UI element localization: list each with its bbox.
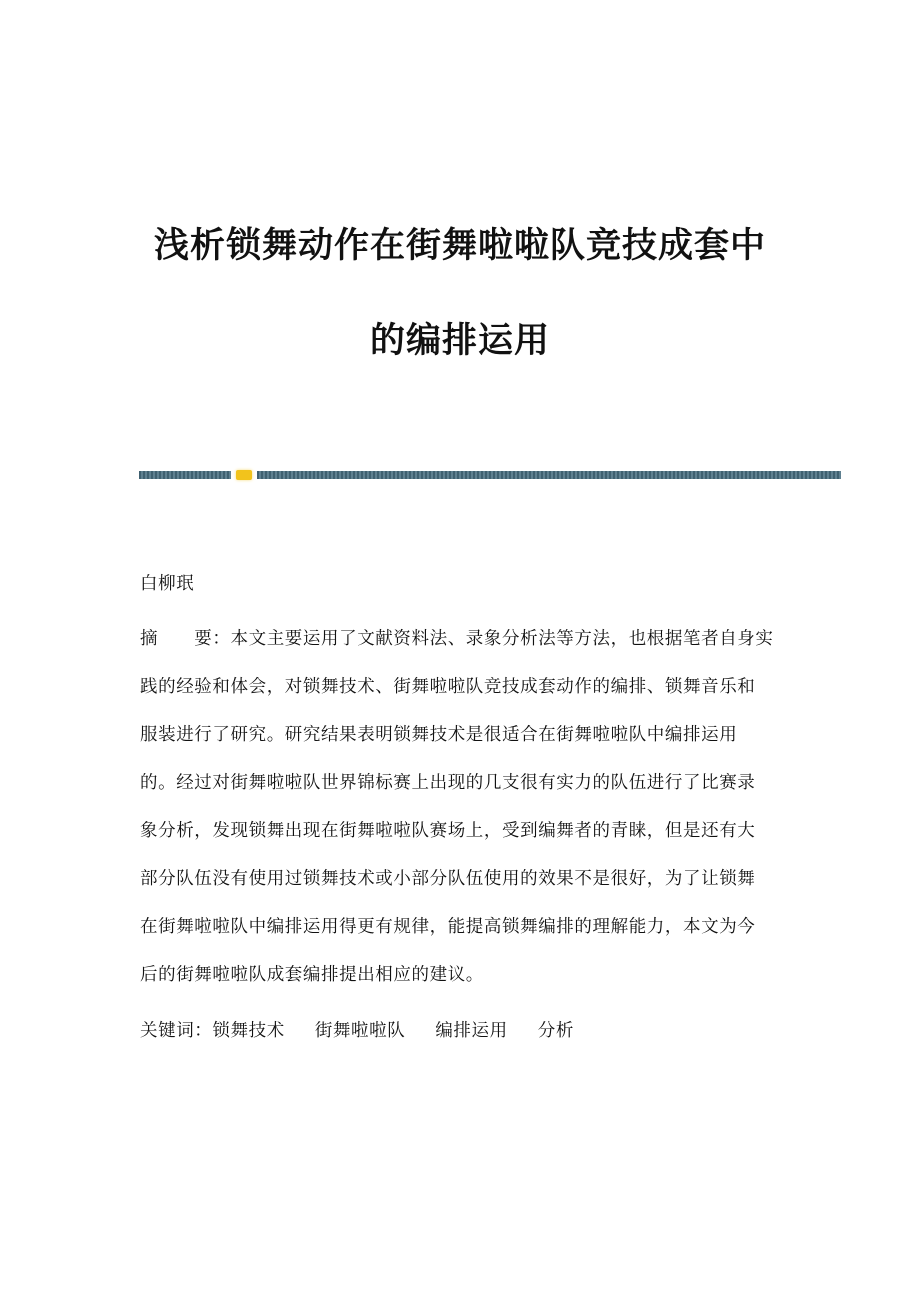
divider-left: [139, 471, 231, 479]
abstract-line: 象分析，发现锁舞出现在街舞啦啦队赛场上，受到编舞者的青睐，但是还有大: [140, 821, 756, 841]
abstract-line: 在街舞啦啦队中编排运用得更有规律，能提高锁舞编排的理解能力，本文为今: [140, 917, 756, 937]
keyword: 编排运用: [435, 1021, 508, 1041]
keywords: [140, 1017, 574, 1042]
author: 白柳珉: [140, 574, 195, 594]
title-line-2: 的编排运用: [369, 321, 550, 361]
title-line-1: 浅析锁舞动作在街舞啦啦队竞技成套中: [153, 226, 766, 266]
keyword: 锁舞技术: [212, 1021, 285, 1041]
abstract-line: 部分队伍没有使用过锁舞技术或小部分队伍使用的效果不是很好，为了让锁舞: [140, 869, 756, 889]
keyword: 街舞啦啦队: [314, 1021, 406, 1041]
abstract-line: 后的街舞啦啦队成套编排提出相应的建议。: [140, 965, 484, 985]
abstract-line: 服装进行了研究。研究结果表明锁舞技术是很适合在街舞啦啦队中编排运用: [140, 725, 738, 745]
abstract-line: 摘 要：本文主要运用了文献资料法、录象分析法等方法，也根据笔者自身实: [140, 629, 774, 649]
abstract-line: 的。经过对街舞啦啦队世界锦标赛上出现的几支很有实力的队伍进行了比赛录: [140, 773, 756, 793]
divider-ornament-icon: [236, 470, 252, 480]
abstract-line: 践的经验和体会，对锁舞技术、街舞啦啦队竞技成套动作的编排、锁舞音乐和: [140, 677, 756, 697]
divider-right: [257, 471, 841, 479]
keyword: 分析: [537, 1021, 574, 1041]
keywords-label: 关键词：: [140, 1021, 213, 1041]
